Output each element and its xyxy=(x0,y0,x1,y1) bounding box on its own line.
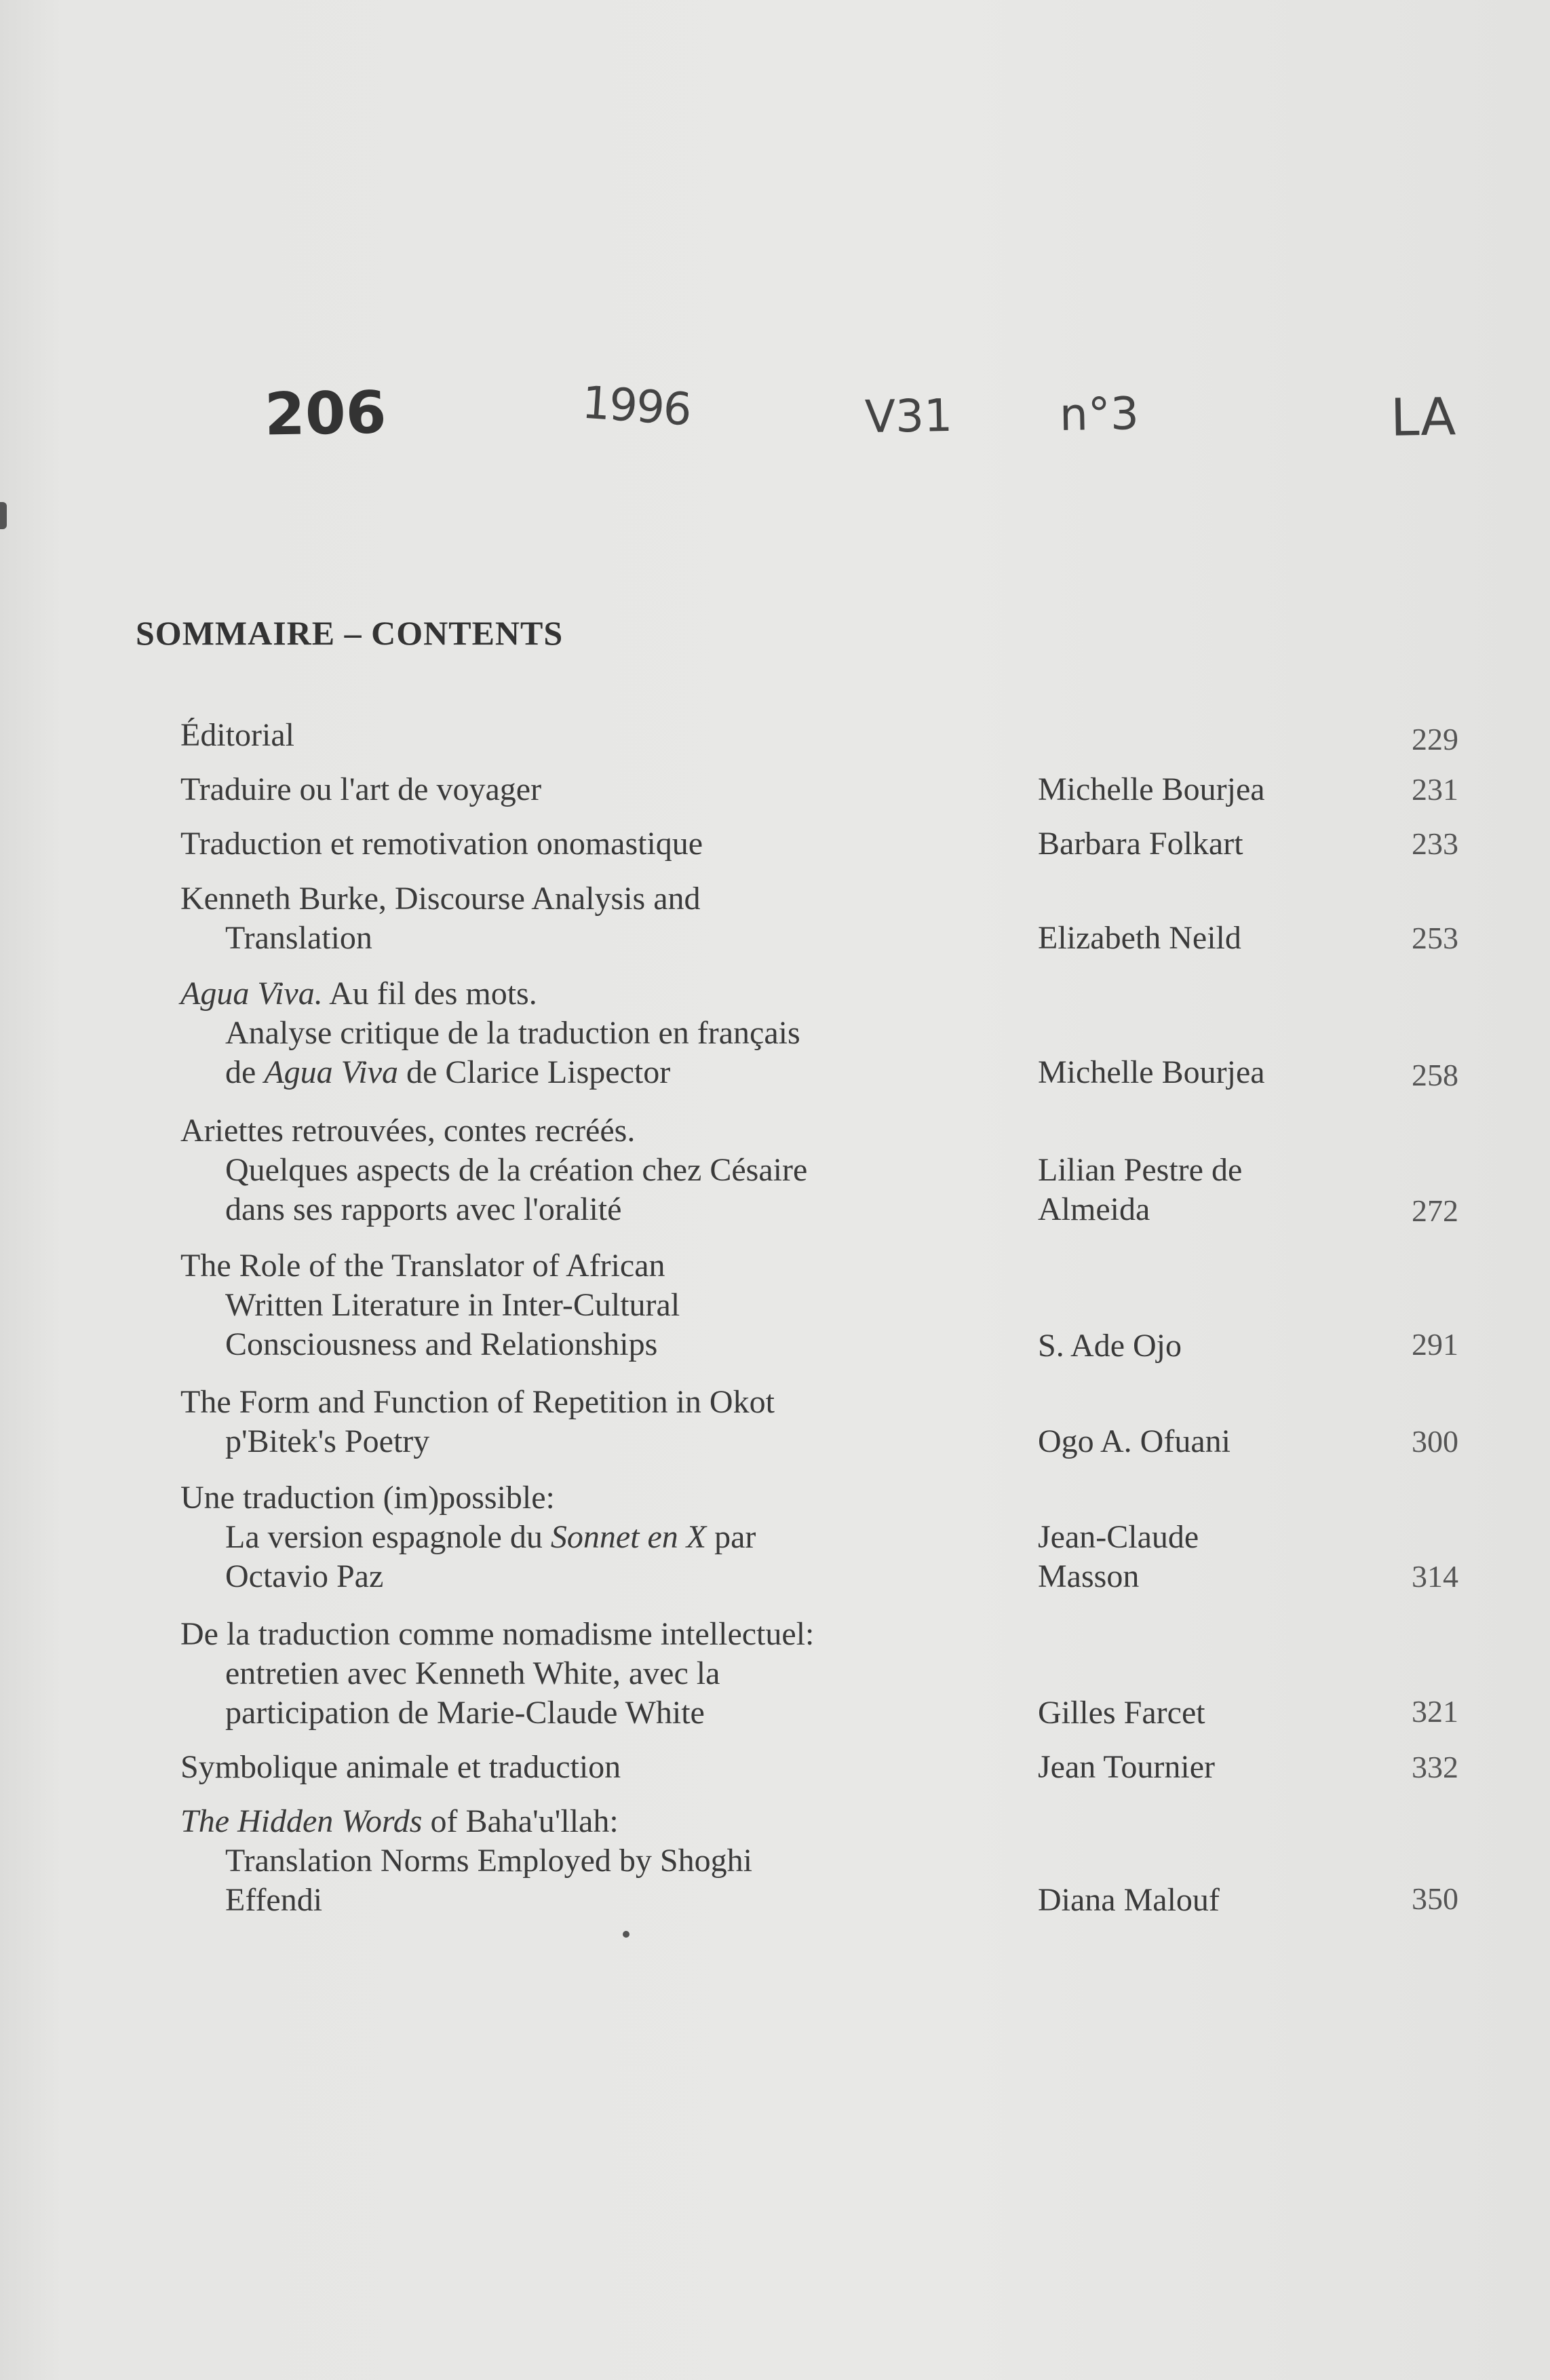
title-text: Une traduction (im)possible: xyxy=(180,1480,555,1516)
title-line xyxy=(180,1151,981,1190)
title-text: Effendi xyxy=(225,1882,323,1918)
author-line: Lilian Pestre de xyxy=(1038,1152,1243,1188)
entry-author xyxy=(1038,824,1350,864)
entry-author xyxy=(1038,770,1350,809)
author-line: S. Ade Ojo xyxy=(1038,1328,1182,1364)
title-text: de xyxy=(225,1054,265,1090)
title-text: Éditorial xyxy=(180,717,294,753)
handwritten-note: 1996 xyxy=(580,376,693,436)
title-text: Translation xyxy=(225,920,372,956)
entry-author xyxy=(1038,1748,1350,1787)
page-number: 332 xyxy=(1412,1750,1458,1784)
title-text: Consciousness and Relationships xyxy=(225,1326,658,1362)
title-line xyxy=(180,1518,981,1557)
entry-author xyxy=(1038,1326,1350,1366)
entry-title xyxy=(180,974,981,1092)
title-line xyxy=(180,1881,981,1920)
title-text: Au fil des mots. xyxy=(322,976,537,1012)
page-number: 258 xyxy=(1412,1058,1458,1092)
entry-title xyxy=(180,1111,981,1229)
title-text: Traduction et remotivation onomastique xyxy=(180,826,703,862)
entry-author xyxy=(1038,1518,1350,1596)
title-text: La version espagnole du xyxy=(225,1519,551,1555)
author-line: Jean Tournier xyxy=(1038,1749,1215,1785)
entry-title xyxy=(180,1478,981,1596)
entry-author xyxy=(1038,1881,1350,1920)
author-line: Ogo A. Ofuani xyxy=(1038,1423,1231,1459)
entry-title xyxy=(180,716,981,755)
title-text: The Role of the Translator of African xyxy=(180,1248,665,1284)
entry-author xyxy=(1038,919,1350,958)
title-line xyxy=(180,1286,981,1325)
title-line xyxy=(180,1422,981,1461)
title-text: Symbolique animale et traduction xyxy=(180,1749,621,1785)
author-line: Gilles Farcet xyxy=(1038,1695,1205,1731)
title-line xyxy=(180,1748,981,1787)
title-line xyxy=(180,1053,981,1092)
author-line: Jean-Claude xyxy=(1038,1519,1199,1555)
handwritten-note: n°3 xyxy=(1059,387,1140,442)
title-text: Written Literature in Inter-Cultural xyxy=(225,1287,680,1323)
title-text: Octavio Paz xyxy=(225,1558,384,1594)
title-line xyxy=(180,1014,981,1053)
title-line xyxy=(180,1478,981,1518)
title-line xyxy=(180,1325,981,1364)
title-text: p'Bitek's Poetry xyxy=(225,1423,430,1459)
title-text-italic: Agua Viva xyxy=(264,1054,399,1090)
title-text: Ariettes retrouvées, contes recréés. xyxy=(180,1113,636,1149)
title-text-italic: Sonnet en X xyxy=(550,1519,707,1555)
title-line xyxy=(180,1246,981,1286)
title-text: Kenneth Burke, Discourse Analysis and xyxy=(180,881,701,917)
entry-author xyxy=(1038,1422,1350,1461)
title-text: of Baha'u'llah: xyxy=(422,1803,619,1839)
title-line xyxy=(180,770,981,809)
title-text: de Clarice Lispector xyxy=(398,1054,671,1090)
author-line: Almeida xyxy=(1038,1191,1150,1227)
page-number: 300 xyxy=(1412,1424,1458,1459)
title-text: The Form and Function of Repetition in Okot xyxy=(180,1384,775,1420)
title-line xyxy=(180,1111,981,1151)
title-text-italic: The Hidden Words xyxy=(180,1803,423,1839)
title-text: Traduire ou l'art de voyager xyxy=(180,771,542,807)
entry-title xyxy=(180,1802,981,1920)
title-text: Translation Norms Employed by Shoghi xyxy=(225,1843,752,1879)
page-number: 350 xyxy=(1412,1881,1458,1916)
author-line: Michelle Bourjea xyxy=(1038,771,1265,807)
handwritten-note: 206 xyxy=(264,379,387,449)
title-line xyxy=(180,1615,981,1654)
entry-title xyxy=(180,1383,981,1461)
title-line xyxy=(180,879,981,919)
author-line: Michelle Bourjea xyxy=(1038,1054,1265,1090)
page-number: 314 xyxy=(1412,1559,1458,1594)
title-text: par xyxy=(706,1519,756,1555)
title-line xyxy=(180,716,981,755)
title-line xyxy=(180,974,981,1014)
page-number: 291 xyxy=(1412,1327,1458,1362)
title-line xyxy=(180,1654,981,1693)
page-number: 272 xyxy=(1412,1193,1458,1228)
author-line: Barbara Folkart xyxy=(1038,826,1243,862)
title-text-italic: Agua Viva. xyxy=(180,976,323,1012)
title-line xyxy=(180,1190,981,1229)
title-line xyxy=(180,1557,981,1596)
entry-title xyxy=(180,879,981,958)
author-line: Diana Malouf xyxy=(1038,1882,1220,1918)
title-line xyxy=(180,1802,981,1841)
author-line: Masson xyxy=(1038,1558,1140,1594)
title-line xyxy=(180,919,981,958)
handwritten-note: LA xyxy=(1390,386,1456,448)
entry-title xyxy=(180,1246,981,1364)
title-line xyxy=(180,1693,981,1733)
page-number: 229 xyxy=(1412,722,1458,756)
title-text: De la traduction comme nomadisme intellectuel: xyxy=(180,1616,815,1652)
entry-author xyxy=(1038,1053,1350,1092)
page-number: 321 xyxy=(1412,1694,1458,1729)
title-text: dans ses rapports avec l'oralité xyxy=(225,1191,622,1227)
entry-title xyxy=(180,1748,981,1787)
ink-dot xyxy=(623,1931,629,1938)
page-number: 253 xyxy=(1412,921,1458,955)
handwritten-note: V31 xyxy=(864,389,953,444)
page-number: 233 xyxy=(1412,826,1458,861)
entry-title xyxy=(180,1615,981,1733)
author-line: Elizabeth Neild xyxy=(1038,920,1241,956)
title-line xyxy=(180,824,981,864)
title-text: Quelques aspects de la création chez Césaire xyxy=(225,1152,808,1188)
entry-title xyxy=(180,824,981,864)
title-text: Analyse critique de la traduction en français xyxy=(225,1015,800,1051)
title-text: entretien avec Kenneth White, avec la xyxy=(225,1655,720,1691)
title-line xyxy=(180,1383,981,1422)
contents-heading: SOMMAIRE – CONTENTS xyxy=(136,614,564,652)
handwritten-notes xyxy=(0,0,1550,543)
title-line xyxy=(180,1841,981,1881)
entry-author xyxy=(1038,1693,1350,1733)
entry-title xyxy=(180,770,981,809)
title-text: participation de Marie-Claude White xyxy=(225,1695,705,1731)
entry-author xyxy=(1038,1151,1350,1229)
page-number: 231 xyxy=(1412,772,1458,807)
